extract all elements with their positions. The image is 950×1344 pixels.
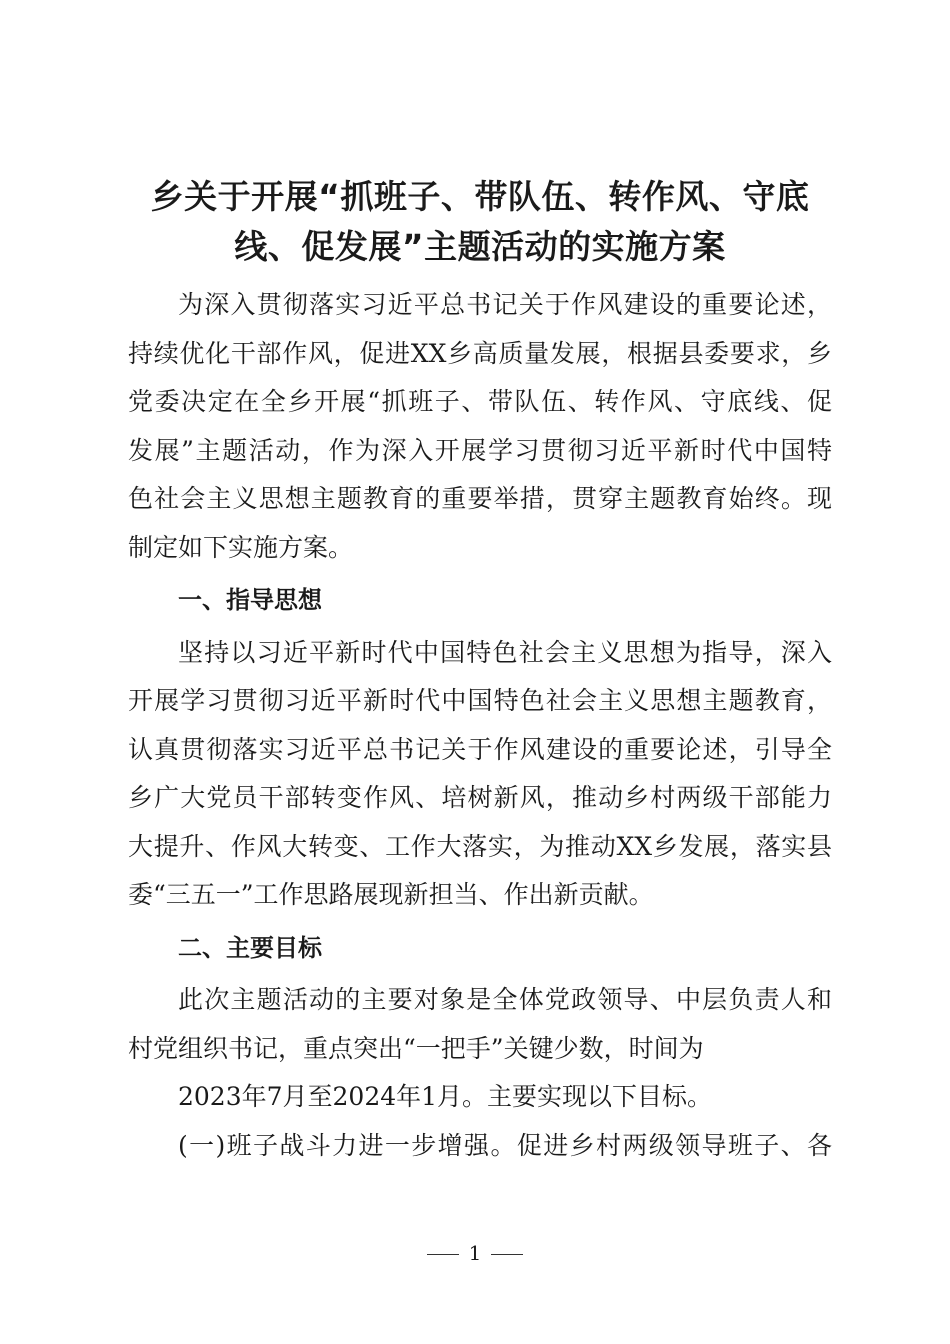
intro-paragraph xyxy=(128,281,832,572)
paragraph-line: 乡广大党员干部转变作风、培树新风，推动乡村两级干部能力 xyxy=(128,783,832,812)
page-footer xyxy=(0,1238,950,1268)
section-heading-guiding-thought: 一、指导思想 xyxy=(178,586,322,614)
document-page xyxy=(128,172,832,1170)
paragraph-line: 委“三五一”工作思路展现新担当、作出新贡献。 xyxy=(128,880,654,909)
footer-dash-left xyxy=(427,1254,459,1255)
footer-dash-right xyxy=(491,1254,523,1255)
main-goals-paragraph xyxy=(128,976,832,1170)
intro-line: 色社会主义思想主题教育的重要举措，贯穿主题教育始终。现 xyxy=(128,484,832,513)
intro-line: 为深入贯彻落实习近平总书记关于作风建设的重要论述， xyxy=(178,290,832,319)
title-line-2: 线、促发展”主题活动的实施方案 xyxy=(234,227,726,266)
section-heading-main-goals: 二、主要目标 xyxy=(178,933,322,962)
subsection-line: (一)班子战斗力进一步增强。促进乡村两级领导班子、各 xyxy=(178,1130,832,1160)
paragraph-line-date: 2023年7月至2024年1月。主要实现以下目标。 xyxy=(178,1082,713,1111)
document-body xyxy=(128,281,832,1170)
paragraph-line: 此次主题活动的主要对象是全体党政领导、中层负责人和 xyxy=(178,985,832,1014)
paragraph-line: 认真贯彻落实习近平总书记关于作风建设的重要论述，引导全 xyxy=(128,734,832,764)
intro-line: 发展”主题活动，作为深入开展学习贯彻习近平新时代中国特 xyxy=(128,435,832,465)
paragraph-line: 大提升、作风大转变、工作大落实，为推动XX乡发展，落实县 xyxy=(128,831,832,861)
paragraph-line: 村党组织书记，重点突出“一把手”关键少数，时间为 xyxy=(128,1033,704,1063)
paragraph-line: 坚持以习近平新时代中国特色社会主义思想为指导，深入 xyxy=(178,637,832,667)
page-number: 1 xyxy=(468,1241,482,1265)
intro-line: 持续优化干部作风，促进XX乡高质量发展，根据县委要求，乡 xyxy=(128,338,832,368)
document-title xyxy=(128,172,832,272)
guiding-thought-paragraph xyxy=(128,629,832,920)
paragraph-line: 开展学习贯彻习近平新时代中国特色社会主义思想主题教育， xyxy=(128,686,832,715)
intro-line: 党委决定在全乡开展“抓班子、带队伍、转作风、守底线、促 xyxy=(128,387,832,416)
title-line-1: 乡关于开展“抓班子、带队伍、转作风、守底 xyxy=(150,177,810,216)
intro-line: 制定如下实施方案。 xyxy=(128,532,354,562)
